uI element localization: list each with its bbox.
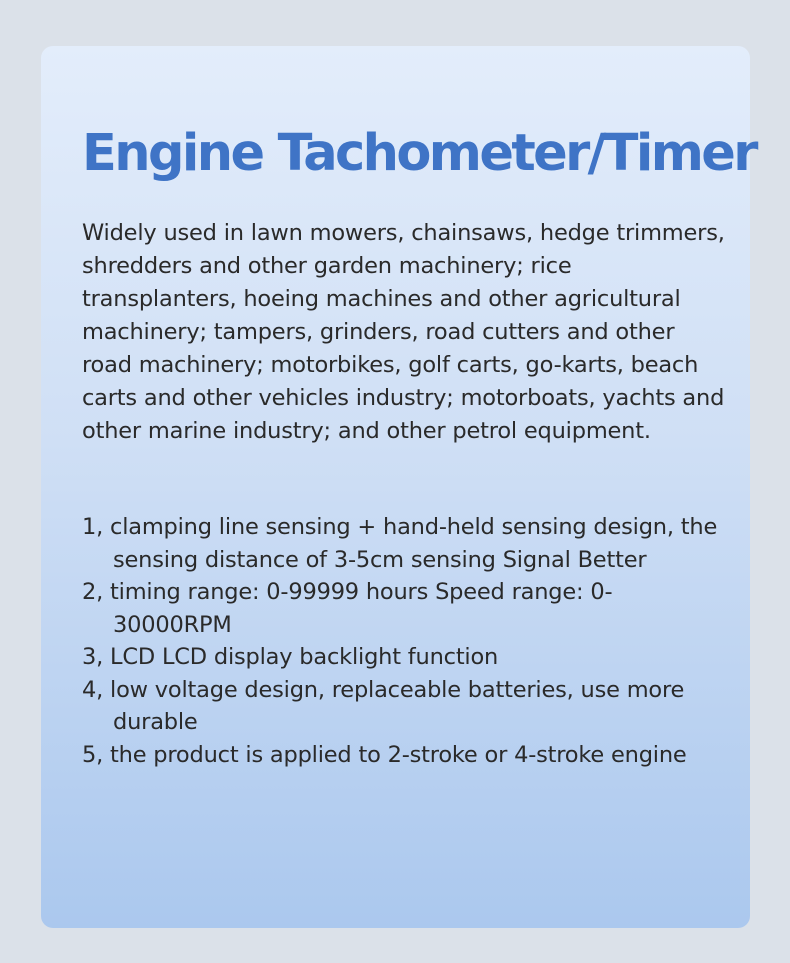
- feature-item-1: 1, clamping line sensing + hand-held sensing design, the sensing distance of 3-5cm sensing Signal Better: [82, 514, 718, 573]
- feature-item-4: 4, low voltage design, replaceable batteries, use more durable: [82, 676, 685, 735]
- feature-list: [82, 511, 722, 771]
- feature-item-5: 5, the product is applied to 2-stroke or 4-stroke engine: [82, 741, 687, 768]
- info-card: [41, 46, 756, 928]
- feature-item-2: 2, timing range: 0-99999 hours Speed range: 0-30000RPM: [82, 579, 613, 638]
- feature-item-3: 3, LCD LCD display backlight function: [82, 644, 499, 670]
- intro-paragraph: Widely used in lawn mowers, chainsaws, hedge trimmers, shredders and other garden machinery; rice transplanters, hoeing machines and other agricultural machinery; tampers, grinders, road cutters and other road machinery; motorbikes, golf carts, go-karts, beach carts and other vehicles industry; motorboats, yachts and other marine industry; and other petrol equipment.: [82, 220, 725, 444]
- page-title: Engine Tachometer/Timer: [82, 124, 756, 183]
